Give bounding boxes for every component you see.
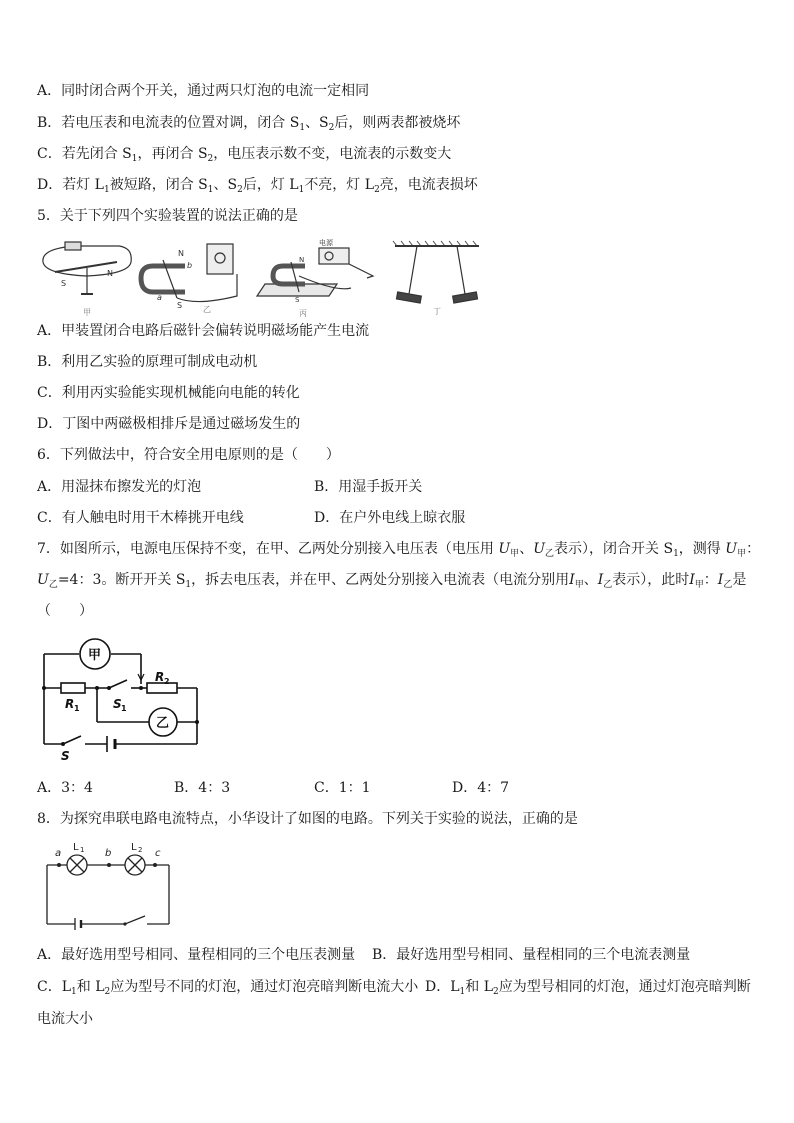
q5-option-b: B．利用乙实验的原理可制成电动机 (37, 354, 258, 370)
q7-meter-jia: 甲 (88, 648, 102, 663)
fig-yi-b: b (187, 261, 193, 270)
q5-stem: 5．关于下列四个实验装置的说法正确的是 (37, 208, 298, 224)
q6-option-c: C．有人触电时用干木棒挑开电线 (37, 510, 244, 526)
fig-yi-a: a (157, 293, 162, 302)
q8-label-c: c (155, 848, 161, 859)
q7-label-r1: R (65, 697, 75, 711)
fig-ding-label: 丁 (433, 307, 441, 316)
fig-jia-s: S (61, 279, 67, 288)
q8-option-b: B．最好选用型号相同、量程相同的三个电流表测量 (372, 947, 691, 963)
q7-label-r2: R (155, 670, 165, 684)
q5-option-c: C．利用丙实验能实现机械能向电能的转化 (37, 385, 300, 401)
q7-label-s: S (61, 749, 70, 762)
fig-bing-power: 电源 (319, 239, 333, 247)
q7-label-r1-sub: 1 (74, 704, 80, 713)
q8-option-d-continued: 电流大小 (37, 1011, 93, 1027)
q8-option-d: D．$L_1$和 $L_2$应为型号相同的灯泡，通过灯泡亮暗判断 (425, 979, 751, 997)
q8-label-l2-sub: 2 (138, 846, 143, 854)
q7-stem-line2: $U_乙=4$：3。断开开关 $S_1$，拆去电压表，并在甲、乙两处分别接入电流表（电流分别用$I_甲$、$I_乙$表示），此时$I_甲$：$I_乙$是 (37, 572, 747, 590)
q6-stem: 6．下列做法中，符合安全用电原则的是（ ） (37, 447, 340, 463)
q8-label-a: a (55, 848, 62, 859)
fig-bing-label: 丙 (299, 309, 307, 318)
q7-circuit-diagram (37, 636, 207, 762)
fig-jia-n: N (107, 269, 113, 278)
fig-bing-n: N (299, 256, 305, 264)
q5-experiment-figures (37, 236, 487, 318)
q8-circuit-diagram (37, 838, 177, 930)
q7-stem-line3: （ ） (37, 603, 93, 619)
q6-option-b: B．用湿手扳开关 (314, 479, 423, 495)
figure-jia (43, 242, 131, 317)
q7-option-b: B．4：3 (174, 780, 231, 796)
q8-stem: 8．为探究串联电路电流特点，小华设计了如图的电路。下列关于实验的说法，正确的是 (37, 811, 578, 827)
q8-label-b: b (105, 848, 112, 859)
q7-option-c: C．1：1 (314, 780, 371, 796)
q7-label-s1: S (113, 697, 122, 711)
q4-option-d: D．若灯 $L_1$被短路，闭合 $S_1$、$S_2$后，灯 $L_1$不亮，灯 $L_2$亮，电流表损坏 (37, 177, 478, 195)
fig-yi-label: 乙 (203, 305, 211, 314)
fig-yi-n: N (178, 249, 184, 258)
q7-option-d: D．4：7 (452, 780, 510, 796)
q8-label-l1: L (73, 842, 79, 853)
q7-label-r2-sub: 2 (164, 677, 170, 686)
q7-label-s1-sub: 1 (121, 704, 127, 713)
q7-stem-line1: 7．如图所示，电源电压保持不变，在甲、乙两处分别接入电压表（电压用 $U_甲$、$U_乙$表示），闭合开关 $S_1$，测得 $U_甲$： (37, 541, 761, 559)
q5-option-a: A．甲装置闭合电路后磁针会偏转说明磁场能产生电流 (37, 323, 370, 339)
q8-label-l1-sub: 1 (80, 846, 85, 854)
figure-yi (141, 244, 237, 314)
fig-jia-label: 甲 (83, 308, 91, 317)
q4-option-c: C．若先闭合 $S_1$，再闭合 $S_2$，电压表示数不变，电流表的示数变大 (37, 146, 452, 164)
fig-bing-s: S (295, 296, 300, 304)
figure-ding (393, 241, 479, 316)
figure-bing (257, 238, 373, 318)
q5-option-d: D．丁图中两磁极相排斥是通过磁场发生的 (37, 416, 301, 432)
fig-yi-s: S (177, 301, 183, 310)
q8-label-l2: L (131, 842, 137, 853)
q7-option-a: A．3：4 (37, 780, 93, 796)
q7-meter-yi: 乙 (156, 716, 170, 731)
q6-option-d: D．在户外电线上晾衣服 (314, 510, 466, 526)
q4-option-a: A．同时闭合两个开关，通过两只灯泡的电流一定相同 (37, 83, 370, 99)
q6-option-a: A．用湿抹布擦发光的灯泡 (37, 479, 202, 495)
q8-option-c: C．$L_1$和 $L_2$应为型号不同的灯泡，通过灯泡亮暗判断电流大小 (37, 979, 419, 997)
q8-option-a: A．最好选用型号相同、量程相同的三个电压表测量 (37, 947, 356, 963)
q4-option-b: B．若电压表和电流表的位置对调，闭合 $S_1$、$S_2$后，则两表都被烧坏 (37, 115, 461, 133)
